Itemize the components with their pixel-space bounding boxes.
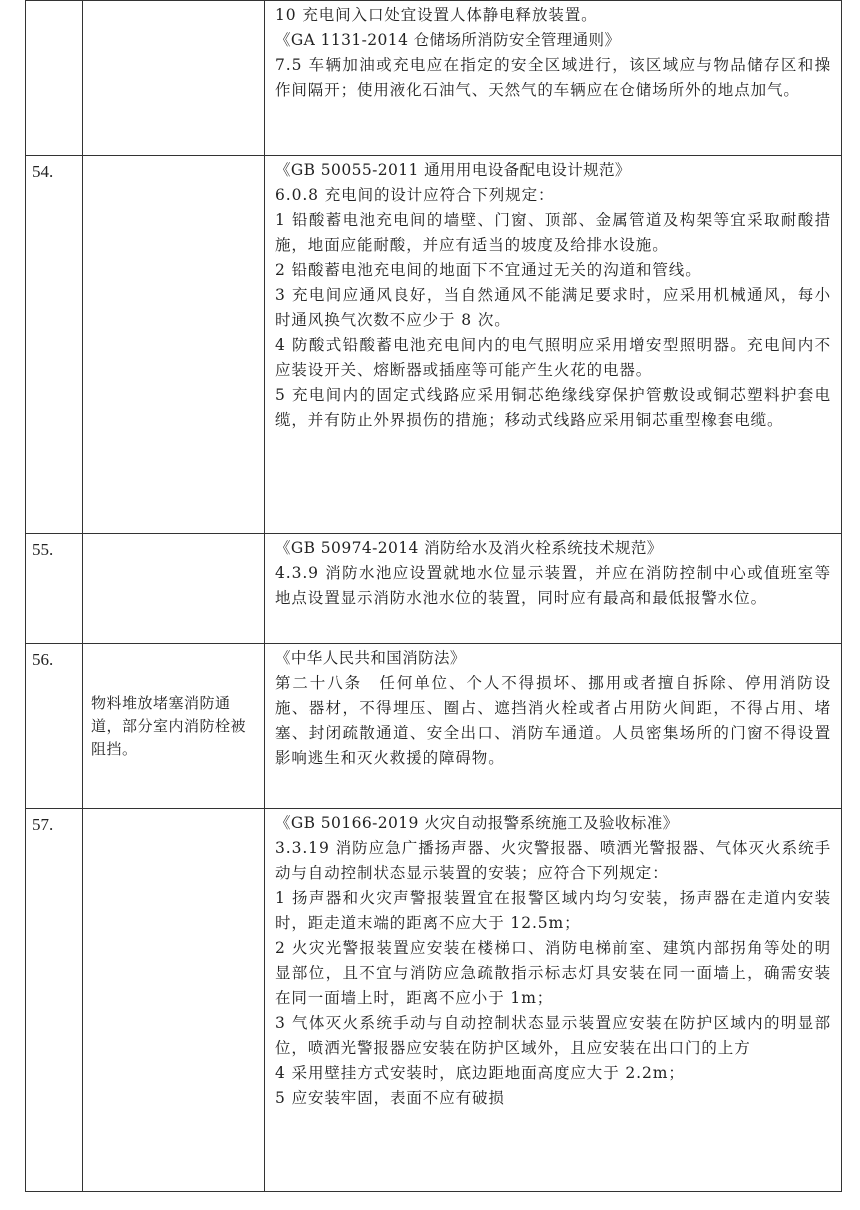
table-row — [26, 1, 842, 156]
basis-line: 4.3.9 消防水池应设置就地水位显示装置，并应在消防控制中心或值班室等地点设置显示消防水池水位的装置，同时应有最高和最低报警水位。 — [275, 564, 831, 607]
regulation-basis — [265, 534, 842, 644]
row-number: 55. — [26, 534, 83, 644]
regulation-table — [25, 0, 842, 1192]
regulation-basis — [265, 644, 842, 809]
basis-line: 4 采用壁挂方式安装时，底边距地面高度应大于 2.2m； — [275, 1064, 685, 1082]
row-number: 57. — [26, 809, 83, 1192]
table-row — [26, 156, 842, 534]
basis-line: 1 扬声器和火灾声警报装置宜在报警区域内均匀安装，扬声器在走道内安装时，距走道末端的距离不应大于 12.5m； — [275, 889, 831, 932]
issue-description — [83, 809, 265, 1192]
basis-line: 5 充电间内的固定式线路应采用铜芯绝缘线穿保护管敷设或铜芯塑料护套电缆，并有防止外界损伤的措施；移动式线路应采用铜芯重型橡套电缆。 — [275, 386, 831, 429]
basis-line: 10 充电间入口处宜设置人体静电释放装置。 — [275, 6, 598, 24]
issue-description — [83, 1, 265, 156]
basis-line: 《GB 50055-2011 通用用电设备配电设计规范》 — [275, 161, 631, 179]
regulation-basis — [265, 156, 842, 534]
basis-line: 4 防酸式铅酸蓄电池充电间内的电气照明应采用增安型照明器。充电间内不应装设开关、熔断器或插座等可能产生火花的电器。 — [275, 336, 831, 379]
basis-line: 7.5 车辆加油或充电应在指定的安全区域进行，该区域应与物品储存区和操作间隔开；使用液化石油气、天然气的车辆应在仓储场所外的地点加气。 — [275, 56, 831, 99]
basis-line: 3.3.19 消防应急广播扬声器、火灾警报器、喷洒光警报器、气体灭火系统手动与自动控制状态显示装置的安装；应符合下列规定： — [275, 839, 831, 882]
row-number: 56. — [26, 644, 83, 809]
basis-line: 第二十八条 任何单位、个人不得损坏、挪用或者擅自拆除、停用消防设施、器材，不得埋压、圈占、遮挡消火栓或者占用防火间距，不得占用、堵塞、封闭疏散通道、安全出口、消防车通道。人员密集场所的门窗不得设置影响逃生和灭火救援的障碍物。 — [275, 674, 831, 767]
basis-line: 1 铅酸蓄电池充电间的墙壁、门窗、顶部、金属管道及构架等宜采取耐酸措施，地面应能耐酸，并应有适当的坡度及给排水设施。 — [275, 211, 831, 254]
issue-description — [83, 534, 265, 644]
row-number: 54. — [26, 156, 83, 534]
basis-line: 3 气体灭火系统手动与自动控制状态显示装置应安装在防护区域内的明显部位，喷洒光警报器应安装在防护区域外，且应安装在出口门的上方 — [275, 1014, 831, 1057]
basis-line: 3 充电间应通风良好，当自然通风不能满足要求时，应采用机械通风，每小时通风换气次数不应少于 8 次。 — [275, 286, 831, 329]
basis-line: 《GA 1131-2014 仓储场所消防安全管理通则》 — [275, 31, 621, 49]
basis-line: 《GB 50974-2014 消防给水及消火栓系统技术规范》 — [275, 539, 663, 557]
issue-description: 物料堆放堵塞消防通道，部分室内消防栓被阻挡。 — [83, 644, 265, 809]
issue-description — [83, 156, 265, 534]
basis-line: 6.0.8 充电间的设计应符合下列规定： — [275, 186, 555, 204]
basis-line: 2 铅酸蓄电池充电间的地面下不宜通过无关的沟道和管线。 — [275, 261, 702, 279]
regulation-basis — [265, 809, 842, 1192]
table-row — [26, 809, 842, 1192]
row-number — [26, 1, 83, 156]
document-page — [25, 0, 841, 1192]
table-row — [26, 534, 842, 644]
basis-line: 2 火灾光警报装置应安装在楼梯口、消防电梯前室、建筑内部拐角等处的明显部位，且不宜与消防应急疏散指示标志灯具安装在同一面墙上，确需安装在同一面墙上时，距离不应小于 1m； — [275, 939, 831, 1007]
basis-line: 《中华人民共和国消防法》 — [275, 649, 466, 667]
basis-line: 5 应安装牢固，表面不应有破损 — [275, 1089, 505, 1107]
table-row — [26, 644, 842, 809]
basis-line: 《GB 50166-2019 火灾自动报警系统施工及验收标准》 — [275, 814, 679, 832]
regulation-basis — [265, 1, 842, 156]
